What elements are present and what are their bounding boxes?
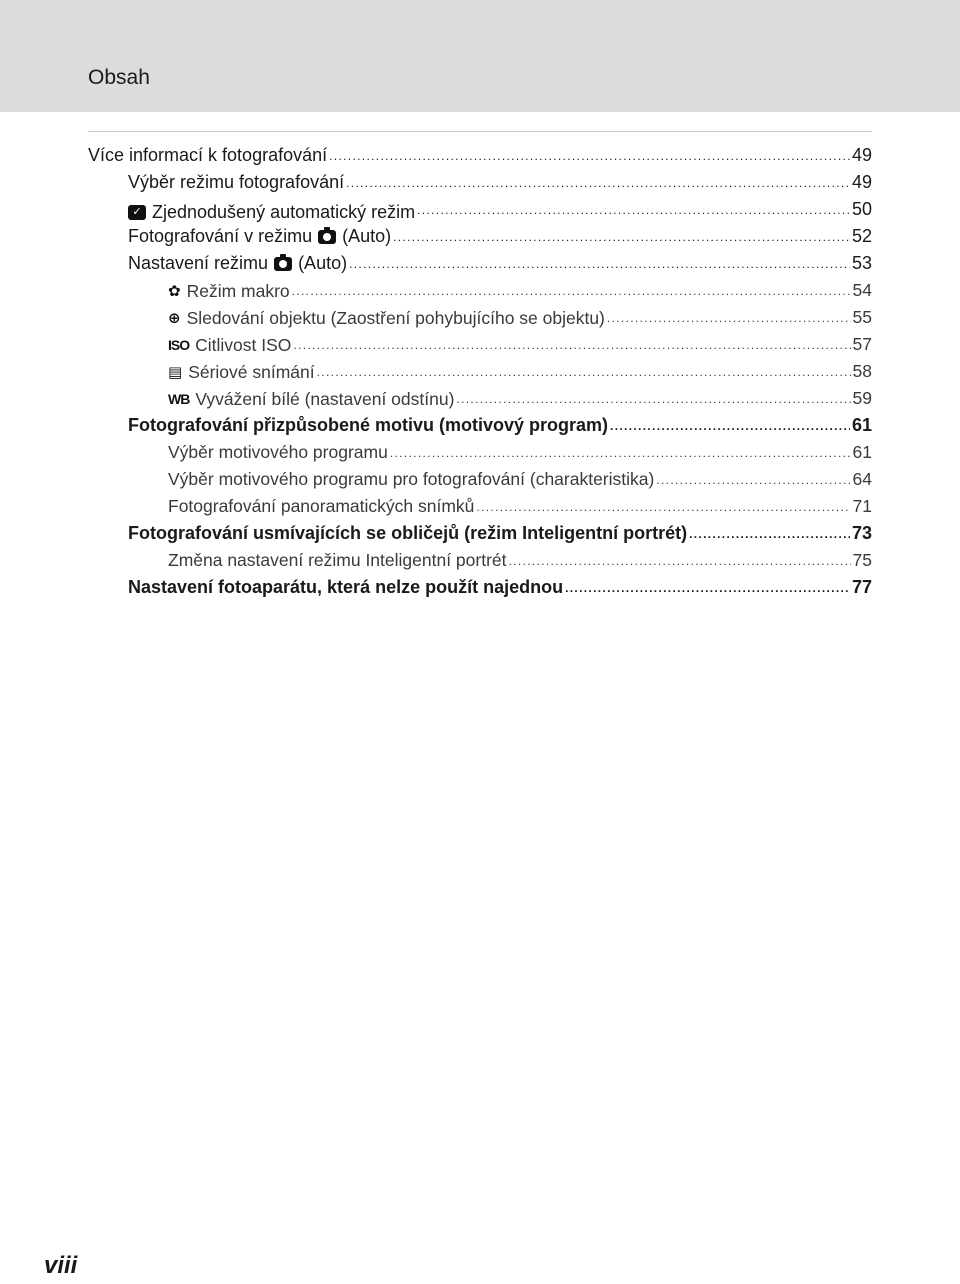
page-title: Obsah bbox=[88, 66, 150, 89]
toc-entry-page: 50 bbox=[851, 199, 872, 219]
toc-entry-page: 64 bbox=[852, 469, 872, 489]
dot-leader bbox=[476, 494, 850, 521]
toc-entry-title-after: (Auto) bbox=[342, 226, 392, 246]
toc-entry-title: Nastavení fotoaparátu, která nelze použít najednou bbox=[128, 577, 564, 597]
dot-leader bbox=[390, 440, 851, 467]
toc-entry-page: 54 bbox=[852, 280, 872, 300]
toc-entry-page: 49 bbox=[851, 172, 872, 192]
toc-entry-title: Více informací k fotografování bbox=[88, 145, 328, 165]
dot-leader bbox=[456, 386, 850, 413]
iso-icon: ISO bbox=[168, 337, 190, 353]
camera-icon bbox=[274, 257, 292, 271]
toc-entry[interactable] bbox=[88, 385, 872, 412]
toc-entry-title: Režim makro bbox=[186, 281, 290, 301]
page-number: viii bbox=[44, 1252, 78, 1279]
white-balance-icon: WB bbox=[168, 391, 190, 407]
toc-entry[interactable] bbox=[88, 331, 872, 358]
toc-entry[interactable] bbox=[88, 466, 872, 493]
dot-leader bbox=[317, 359, 851, 386]
toc-entry-page: 61 bbox=[852, 442, 872, 462]
toc-entry-title: Sledování objektu (Zaostření pohybujícího se objektu) bbox=[186, 308, 605, 328]
toc-entry[interactable] bbox=[88, 223, 872, 250]
toc-entry-page: 57 bbox=[852, 334, 872, 354]
toc-entry-title-after: (Auto) bbox=[298, 253, 348, 273]
dot-leader bbox=[329, 143, 850, 170]
toc-entry-title: Sériové snímání bbox=[188, 362, 315, 382]
dot-leader bbox=[689, 521, 850, 548]
table-of-contents bbox=[88, 142, 872, 601]
dot-leader bbox=[509, 548, 851, 575]
dot-leader bbox=[293, 332, 850, 359]
toc-entry-page: 59 bbox=[852, 388, 872, 408]
toc-entry[interactable] bbox=[88, 358, 872, 385]
toc-entry-title: Fotografování usmívajících se obličejů (režim Inteligentní portrét) bbox=[128, 523, 688, 543]
toc-entry[interactable] bbox=[88, 250, 872, 277]
toc-entry[interactable] bbox=[88, 520, 872, 547]
toc-entry-title: Vyvážení bílé (nastavení odstínu) bbox=[195, 389, 455, 409]
toc-entry-title: Fotografování panoramatických snímků bbox=[168, 496, 475, 516]
toc-entry[interactable] bbox=[88, 574, 872, 601]
toc-entry-title: Citlivost ISO bbox=[195, 335, 292, 355]
subject-tracking-icon: ⊕ bbox=[168, 310, 181, 327]
toc-entry-page: 77 bbox=[851, 577, 872, 597]
toc-entry-page: 71 bbox=[852, 496, 872, 516]
toc-entry[interactable] bbox=[88, 196, 872, 223]
easy-auto-icon: ✓ bbox=[128, 205, 146, 220]
toc-entry[interactable] bbox=[88, 412, 872, 439]
dot-leader bbox=[292, 278, 851, 305]
dot-leader bbox=[607, 305, 851, 332]
toc-entry[interactable] bbox=[88, 547, 872, 574]
dot-leader bbox=[346, 170, 850, 197]
toc-entry-title: Výběr motivového programu bbox=[168, 442, 388, 462]
divider bbox=[88, 131, 872, 132]
dot-leader bbox=[417, 197, 850, 224]
dot-leader bbox=[565, 575, 850, 602]
toc-entry-title: Fotografování přizpůsobené motivu (motivový program) bbox=[128, 415, 609, 435]
toc-entry-page: 61 bbox=[851, 415, 872, 435]
toc-entry-page: 53 bbox=[851, 253, 872, 273]
toc-entry[interactable] bbox=[88, 277, 872, 304]
toc-entry[interactable] bbox=[88, 169, 872, 196]
header-band bbox=[0, 0, 960, 112]
toc-entry-page: 55 bbox=[852, 307, 872, 327]
toc-entry-title-before: Fotografování v režimu bbox=[128, 226, 313, 246]
toc-entry-page: 58 bbox=[852, 361, 872, 381]
toc-entry[interactable] bbox=[88, 142, 872, 169]
camera-icon bbox=[318, 230, 336, 244]
macro-icon: ✿ bbox=[168, 283, 181, 300]
dot-leader bbox=[610, 413, 850, 440]
dot-leader bbox=[349, 251, 850, 278]
toc-entry-title: Zjednodušený automatický režim bbox=[152, 202, 416, 222]
toc-entry-title: Výběr motivového programu pro fotografování (charakteristika) bbox=[168, 469, 655, 489]
toc-entry-title: Výběr režimu fotografování bbox=[128, 172, 345, 192]
continuous-icon: ▤ bbox=[168, 364, 183, 381]
toc-entry-page: 73 bbox=[851, 523, 872, 543]
toc-entry-title: Změna nastavení režimu Inteligentní portrét bbox=[168, 550, 507, 570]
toc-entry-title-before: Nastavení režimu bbox=[128, 253, 269, 273]
dot-leader bbox=[393, 224, 850, 251]
toc-entry[interactable] bbox=[88, 304, 872, 331]
toc-entry-page: 75 bbox=[852, 550, 872, 570]
toc-entry-page: 52 bbox=[851, 226, 872, 246]
toc-entry[interactable] bbox=[88, 439, 872, 466]
toc-entry[interactable] bbox=[88, 493, 872, 520]
toc-entry-page: 49 bbox=[851, 145, 872, 165]
dot-leader bbox=[656, 467, 850, 494]
